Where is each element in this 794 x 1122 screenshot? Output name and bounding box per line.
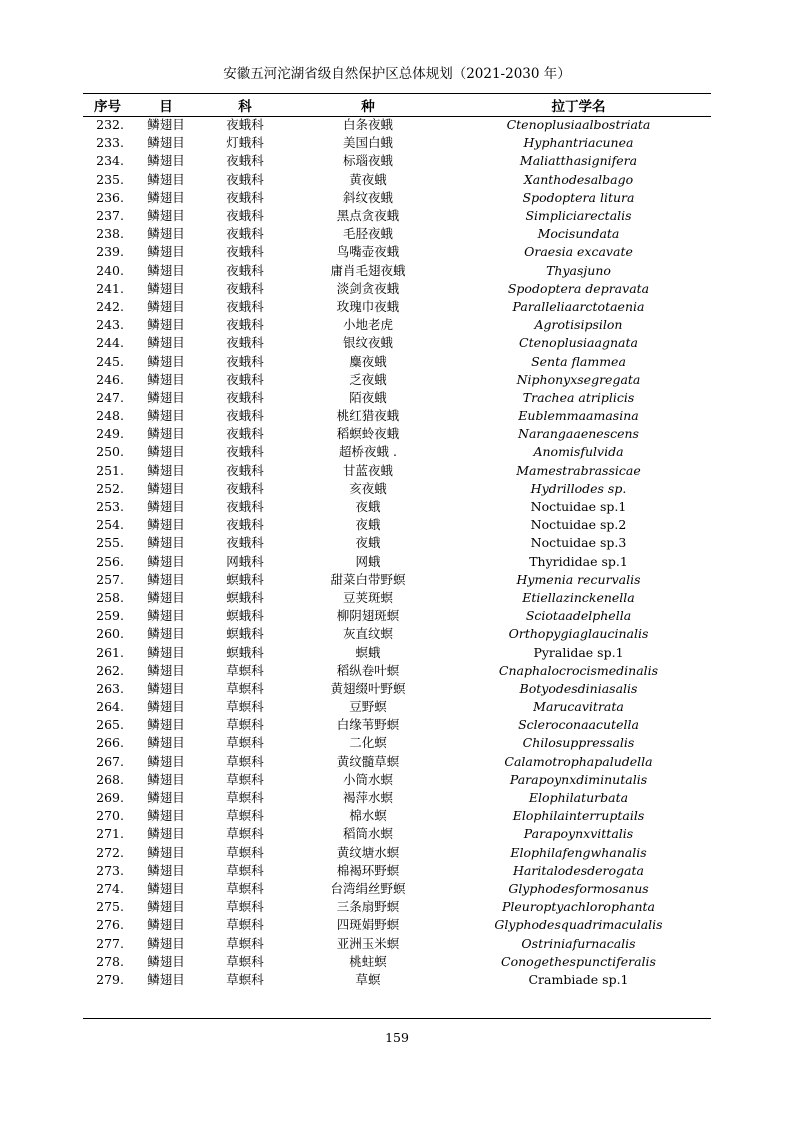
row-order: 鳞翅目	[147, 626, 185, 642]
row-family: 夜蛾科	[226, 317, 264, 333]
row-number: 273.	[96, 862, 124, 878]
table-row	[83, 116, 711, 134]
row-species: 棉水螟	[349, 808, 387, 824]
row-species: 桃红猎夜蛾	[336, 408, 400, 424]
row-species: 四斑娟野螟	[336, 917, 400, 933]
table-row	[83, 498, 711, 516]
row-species: 亚洲玉米螟	[336, 935, 400, 951]
row-order: 鳞翅目	[147, 553, 185, 569]
row-number: 251.	[96, 462, 124, 478]
row-species: 玫瑰巾夜蛾	[336, 298, 400, 314]
row-family: 夜蛾科	[226, 280, 264, 296]
row-latin-name: Glyphodesformosanus	[508, 880, 649, 896]
row-number: 268.	[96, 771, 124, 787]
row-species: 稻纵卷叶螟	[336, 662, 400, 678]
row-latin-name: Oraesia excavate	[524, 244, 633, 260]
row-number: 263.	[96, 680, 124, 696]
row-order: 鳞翅目	[147, 189, 185, 205]
row-species: 美国白蛾	[342, 135, 393, 151]
table-row	[83, 516, 711, 534]
row-family: 草螟科	[226, 699, 264, 715]
row-order: 鳞翅目	[147, 480, 185, 496]
row-number: 235.	[96, 171, 124, 187]
row-family: 草螟科	[226, 880, 264, 896]
row-species: 小筒水螟	[342, 771, 393, 787]
row-family: 夜蛾科	[226, 153, 264, 169]
row-species: 庸肖毛翅夜蛾	[330, 262, 406, 278]
row-family: 草螟科	[226, 844, 264, 860]
row-species: 甜菜白带野螟	[330, 571, 406, 587]
row-number: 266.	[96, 735, 124, 751]
table-row	[83, 262, 711, 280]
table-row	[83, 862, 711, 880]
row-number: 243.	[96, 317, 124, 333]
row-family: 夜蛾科	[226, 335, 264, 351]
row-order: 鳞翅目	[147, 771, 185, 787]
row-order: 鳞翅目	[147, 753, 185, 769]
row-number: 270.	[96, 808, 124, 824]
row-number: 275.	[96, 899, 124, 915]
row-latin-name: Etiellazinckenella	[522, 589, 635, 605]
row-order: 鳞翅目	[147, 280, 185, 296]
table-row	[83, 643, 711, 661]
table-row	[83, 152, 711, 170]
row-order: 鳞翅目	[147, 171, 185, 187]
table-row	[83, 462, 711, 480]
row-latin-name: Simpliciarectalis	[525, 208, 632, 224]
table-header-row	[83, 94, 711, 116]
row-order: 鳞翅目	[147, 808, 185, 824]
row-latin-name: Mamestrabrassicae	[516, 462, 641, 478]
row-species: 斜纹夜蛾	[342, 189, 393, 205]
row-order: 鳞翅目	[147, 298, 185, 314]
row-species: 淡剑贪夜蛾	[336, 280, 400, 296]
row-number: 249.	[96, 426, 124, 442]
row-latin-name: Conogethespunctiferalis	[501, 953, 656, 969]
row-number: 236.	[96, 189, 124, 205]
row-family: 草螟科	[226, 953, 264, 969]
row-latin-name: Hymenia recurvalis	[516, 571, 641, 587]
table-body	[83, 116, 711, 989]
row-latin-name: Eublemmaamasina	[518, 408, 639, 424]
row-family: 草螟科	[226, 826, 264, 842]
species-table	[83, 94, 711, 989]
row-family: 螟蛾科	[226, 571, 264, 587]
row-family: 夜蛾科	[226, 226, 264, 242]
table-row	[83, 334, 711, 352]
row-number: 265.	[96, 717, 124, 733]
row-species: 黑点贪夜蛾	[336, 208, 400, 224]
table-row	[83, 753, 711, 771]
row-species: 亥夜蛾	[349, 480, 387, 496]
row-order: 鳞翅目	[147, 371, 185, 387]
row-order: 鳞翅目	[147, 662, 185, 678]
row-order: 鳞翅目	[147, 335, 185, 351]
row-species: 黄纹髓草螟	[336, 753, 400, 769]
row-order: 鳞翅目	[147, 589, 185, 605]
row-species: 夜蛾	[355, 535, 381, 551]
row-order: 鳞翅目	[147, 117, 185, 133]
row-species: 稻筒水螟	[342, 826, 393, 842]
row-latin-name: Parapoynxvittalis	[523, 826, 634, 842]
row-number: 274.	[96, 880, 124, 896]
row-order: 鳞翅目	[147, 353, 185, 369]
row-latin-name: Noctuidae sp.3	[530, 535, 627, 551]
table-row	[83, 971, 711, 989]
row-family: 夜蛾科	[226, 408, 264, 424]
table-row	[83, 662, 711, 680]
row-species: 二化螟	[349, 735, 387, 751]
row-species: 灰直纹螟	[342, 626, 393, 642]
table-row	[83, 389, 711, 407]
row-number: 258.	[96, 589, 124, 605]
page-number: 159	[385, 1030, 409, 1045]
row-order: 鳞翅目	[147, 499, 185, 515]
row-family: 夜蛾科	[226, 499, 264, 515]
table-row	[83, 953, 711, 971]
row-latin-name: Cnaphalocrocismedinalis	[498, 662, 659, 678]
row-number: 260.	[96, 626, 124, 642]
row-order: 鳞翅目	[147, 426, 185, 442]
row-family: 夜蛾科	[226, 298, 264, 314]
row-family: 夜蛾科	[226, 389, 264, 405]
row-species: 螟蛾	[355, 644, 381, 660]
row-latin-name: Hydrillodes sp.	[530, 480, 627, 496]
row-latin-name: Hyphantriacunea	[523, 135, 634, 151]
row-latin-name: Xanthodesalbago	[523, 171, 634, 187]
row-number: 272.	[96, 844, 124, 860]
row-latin-name: Spodoptera litura	[522, 189, 635, 205]
row-order: 鳞翅目	[147, 826, 185, 842]
row-order: 鳞翅目	[147, 971, 185, 987]
row-number: 244.	[96, 335, 124, 351]
row-order: 鳞翅目	[147, 899, 185, 915]
row-family: 草螟科	[226, 753, 264, 769]
row-number: 233.	[96, 135, 124, 151]
row-number: 254.	[96, 517, 124, 533]
row-species: 黄翅缀叶野螟	[330, 680, 406, 696]
row-order: 鳞翅目	[147, 462, 185, 478]
row-family: 螟蛾科	[226, 644, 264, 660]
row-family: 灯蛾科	[226, 135, 264, 151]
row-latin-name: Parallelіaarctotaenia	[512, 298, 645, 314]
row-order: 鳞翅目	[147, 408, 185, 424]
row-number: 278.	[96, 953, 124, 969]
row-species: 乏夜蛾	[349, 371, 387, 387]
table-row	[83, 207, 711, 225]
row-number: 264.	[96, 699, 124, 715]
row-species: 稻螟蛉夜蛾	[336, 426, 400, 442]
row-latin-name: Calamotrophapaludella	[504, 753, 653, 769]
row-number: 259.	[96, 608, 124, 624]
table-row	[83, 734, 711, 752]
table-row	[83, 425, 711, 443]
row-species: 网蛾	[355, 553, 381, 569]
row-family: 草螟科	[226, 662, 264, 678]
row-family: 夜蛾科	[226, 244, 264, 260]
table-row	[83, 243, 711, 261]
table-row	[83, 407, 711, 425]
row-family: 夜蛾科	[226, 208, 264, 224]
row-latin-name: Ctenoplusiaagnata	[519, 335, 638, 351]
row-latin-name: Elophilafengwhanalis	[510, 844, 647, 860]
row-order: 鳞翅目	[147, 444, 185, 460]
row-species: 鸟嘴壶夜蛾	[336, 244, 400, 260]
row-order: 鳞翅目	[147, 208, 185, 224]
table-row	[83, 316, 711, 334]
row-species: 草螟	[355, 971, 381, 987]
row-latin-name: Sciotaadelphella	[525, 608, 632, 624]
row-number: 238.	[96, 226, 124, 242]
row-order: 鳞翅目	[147, 226, 185, 242]
table-row	[83, 534, 711, 552]
row-number: 237.	[96, 208, 124, 224]
row-number: 256.	[96, 553, 124, 569]
table-row	[83, 898, 711, 916]
row-family: 夜蛾科	[226, 353, 264, 369]
row-order: 鳞翅目	[147, 935, 185, 951]
row-species: 台湾绢丝野螟	[330, 880, 406, 896]
table-row	[83, 171, 711, 189]
column-header-species: 种	[361, 99, 375, 115]
row-order: 鳞翅目	[147, 717, 185, 733]
row-number: 246.	[96, 371, 124, 387]
row-species: 褐萍水螟	[342, 790, 393, 806]
row-species: 白缘苇野螟	[336, 717, 400, 733]
row-family: 网蛾科	[226, 553, 264, 569]
row-number: 255.	[96, 535, 124, 551]
row-family: 草螟科	[226, 899, 264, 915]
row-species: 麋夜蛾	[349, 353, 387, 369]
table-row	[83, 789, 711, 807]
row-latin-name: Pyralidae sp.1	[533, 644, 624, 660]
row-latin-name: Senta flammea	[531, 353, 626, 369]
row-latin-name: Orthopygiaglaucinalis	[508, 626, 649, 642]
row-number: 257.	[96, 571, 124, 587]
column-header-latin-name: 拉丁学名	[551, 99, 606, 115]
row-order: 鳞翅目	[147, 153, 185, 169]
row-species: 黄纹塘水螟	[336, 844, 400, 860]
row-number: 250.	[96, 444, 124, 460]
row-family: 螟蛾科	[226, 589, 264, 605]
row-latin-name: Maliatthasignifera	[519, 153, 638, 169]
row-number: 247.	[96, 389, 124, 405]
row-order: 鳞翅目	[147, 844, 185, 860]
row-order: 鳞翅目	[147, 571, 185, 587]
row-number: 239.	[96, 244, 124, 260]
row-family: 夜蛾科	[226, 171, 264, 187]
row-order: 鳞翅目	[147, 535, 185, 551]
row-family: 草螟科	[226, 917, 264, 933]
table-row	[83, 607, 711, 625]
row-species: 超桥夜蛾 .	[339, 444, 397, 460]
row-species: 夜蛾	[355, 517, 381, 533]
row-order: 鳞翅目	[147, 135, 185, 151]
row-species: 三条扇野螟	[336, 899, 400, 915]
row-species: 小地老虎	[342, 317, 393, 333]
row-latin-name: Mocisundata	[537, 226, 620, 242]
row-latin-name: Narangaaenescens	[518, 426, 639, 442]
table-row	[83, 625, 711, 643]
row-number: 279.	[96, 971, 124, 987]
row-species: 豆荚斑螟	[342, 589, 393, 605]
row-family: 螟蛾科	[226, 608, 264, 624]
row-family: 草螟科	[226, 862, 264, 878]
row-number: 277.	[96, 935, 124, 951]
row-latin-name: Agrotisipsilon	[534, 317, 623, 333]
row-family: 草螟科	[226, 971, 264, 987]
column-header-family: 科	[238, 99, 252, 115]
row-family: 夜蛾科	[226, 444, 264, 460]
row-latin-name: Elophilaturbata	[528, 790, 629, 806]
row-order: 鳞翅目	[147, 389, 185, 405]
row-latin-name: Marucavitrata	[533, 699, 624, 715]
row-latin-name: Glyphodesquadrimaculalis	[494, 917, 663, 933]
row-number: 242.	[96, 298, 124, 314]
row-family: 草螟科	[226, 771, 264, 787]
row-latin-name: Thyrididae sp.1	[529, 553, 628, 569]
row-species: 白条夜蛾	[342, 117, 393, 133]
row-order: 鳞翅目	[147, 953, 185, 969]
row-number: 271.	[96, 826, 124, 842]
table-bottom-rule	[83, 1018, 711, 1019]
row-latin-name: Ostriniafurnacalis	[521, 935, 636, 951]
table-row	[83, 443, 711, 461]
row-number: 262.	[96, 662, 124, 678]
table-row	[83, 134, 711, 152]
table-row	[83, 880, 711, 898]
row-species: 标瑙夜蛾	[342, 153, 393, 169]
row-family: 草螟科	[226, 735, 264, 751]
row-family: 草螟科	[226, 717, 264, 733]
row-species: 棉褐环野螟	[336, 862, 400, 878]
row-family: 草螟科	[226, 935, 264, 951]
row-order: 鳞翅目	[147, 317, 185, 333]
row-number: 269.	[96, 790, 124, 806]
row-order: 鳞翅目	[147, 680, 185, 696]
table-row	[83, 225, 711, 243]
row-latin-name: Thyasjuno	[546, 262, 611, 278]
table-row	[83, 553, 711, 571]
row-family: 草螟科	[226, 790, 264, 806]
row-order: 鳞翅目	[147, 917, 185, 933]
row-latin-name: Scleroconaacutella	[518, 717, 639, 733]
row-number: 240.	[96, 262, 124, 278]
row-latin-name: Elophilainterruptails	[512, 808, 645, 824]
row-order: 鳞翅目	[147, 880, 185, 896]
row-family: 夜蛾科	[226, 535, 264, 551]
table-row	[83, 680, 711, 698]
page-header-title: 安徽五河沱湖省级自然保护区总体规划（2021-2030 年）	[223, 66, 571, 82]
row-order: 鳞翅目	[147, 735, 185, 751]
row-family: 夜蛾科	[226, 480, 264, 496]
row-family: 草螟科	[226, 808, 264, 824]
row-family: 夜蛾科	[226, 262, 264, 278]
row-family: 夜蛾科	[226, 371, 264, 387]
row-latin-name: Trachea atriplicis	[522, 389, 635, 405]
row-number: 241.	[96, 280, 124, 296]
row-family: 夜蛾科	[226, 517, 264, 533]
row-species: 毛胫夜蛾	[342, 226, 393, 242]
row-family: 夜蛾科	[226, 462, 264, 478]
row-latin-name: Noctuidae sp.1	[530, 499, 627, 515]
row-species: 豆野螟	[349, 699, 387, 715]
row-latin-name: Crambiade sp.1	[528, 971, 629, 987]
table-row	[83, 771, 711, 789]
table-row	[83, 844, 711, 862]
table-row	[83, 371, 711, 389]
table-row	[83, 189, 711, 207]
row-order: 鳞翅目	[147, 862, 185, 878]
row-species: 陌夜蛾	[349, 389, 387, 405]
row-latin-name: Haritalodesderogata	[513, 862, 644, 878]
row-species: 甘蓝夜蛾	[342, 462, 393, 478]
row-latin-name: Parapoynxdiminutalis	[509, 771, 648, 787]
table-row	[83, 916, 711, 934]
row-number: 276.	[96, 917, 124, 933]
row-latin-name: Noctuidae sp.2	[530, 517, 627, 533]
table-row	[83, 480, 711, 498]
row-latin-name: Spodoptera depravata	[507, 280, 650, 296]
table-row	[83, 807, 711, 825]
table-row	[83, 716, 711, 734]
table-row	[83, 589, 711, 607]
row-species: 银纹夜蛾	[342, 335, 393, 351]
row-latin-name: Anomisfulvida	[533, 444, 624, 460]
row-family: 螟蛾科	[226, 626, 264, 642]
table-row	[83, 352, 711, 370]
row-number: 252.	[96, 480, 124, 496]
row-species: 黄夜蛾	[349, 171, 387, 187]
row-number: 232.	[96, 117, 124, 133]
row-order: 鳞翅目	[147, 699, 185, 715]
row-latin-name: Niphonyxsegregata	[516, 371, 641, 387]
column-header-number: 序号	[94, 99, 121, 115]
row-family: 夜蛾科	[226, 117, 264, 133]
row-number: 253.	[96, 499, 124, 515]
row-species: 柳阴翅斑螟	[336, 608, 400, 624]
row-latin-name: Chilosuppressalis	[522, 735, 635, 751]
table-row	[83, 571, 711, 589]
row-latin-name: Ctenoplusiaalbostriata	[506, 117, 651, 133]
row-species: 夜蛾	[355, 499, 381, 515]
row-number: 245.	[96, 353, 124, 369]
row-number: 261.	[96, 644, 124, 660]
row-number: 248.	[96, 408, 124, 424]
row-species: 桃蛀螟	[349, 953, 387, 969]
row-family: 草螟科	[226, 680, 264, 696]
table-row	[83, 280, 711, 298]
column-header-order: 目	[159, 99, 173, 115]
row-order: 鳞翅目	[147, 644, 185, 660]
row-number: 234.	[96, 153, 124, 169]
row-order: 鳞翅目	[147, 262, 185, 278]
table-row	[83, 698, 711, 716]
row-order: 鳞翅目	[147, 608, 185, 624]
table-row	[83, 934, 711, 952]
table-row	[83, 825, 711, 843]
row-order: 鳞翅目	[147, 517, 185, 533]
row-number: 267.	[96, 753, 124, 769]
row-order: 鳞翅目	[147, 790, 185, 806]
row-latin-name: Botyodesdiniasalis	[519, 680, 638, 696]
row-latin-name: Pleuroptyachlorophanta	[501, 899, 655, 915]
row-family: 夜蛾科	[226, 189, 264, 205]
row-order: 鳞翅目	[147, 244, 185, 260]
table-row	[83, 298, 711, 316]
row-family: 夜蛾科	[226, 426, 264, 442]
